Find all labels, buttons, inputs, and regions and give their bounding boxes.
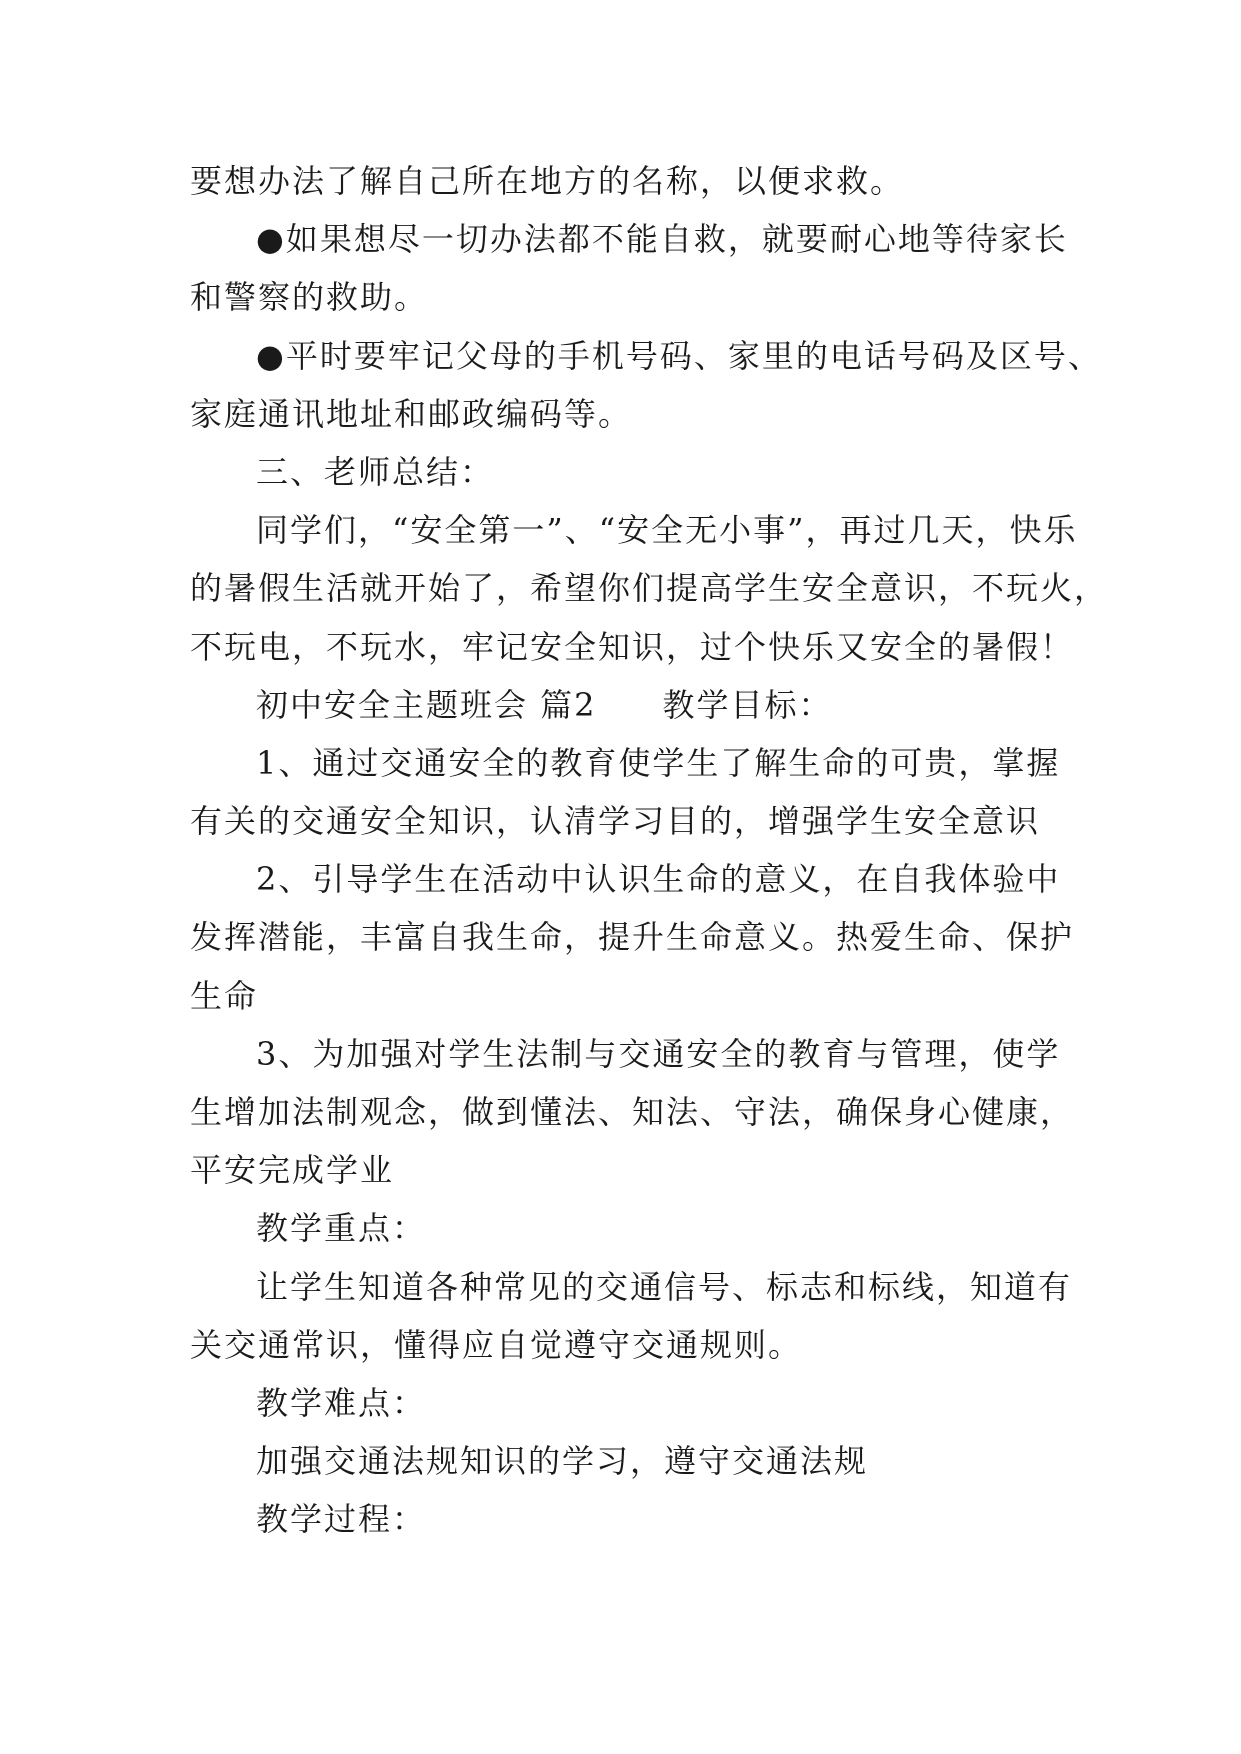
text-line: 和警察的救助。: [190, 278, 429, 317]
text-line: 关交通常识，懂得应自觉遵守交通规则。: [190, 1325, 803, 1364]
paragraph-line: 加强交通法规知识的学习，遵守交通法规: [256, 1442, 869, 1481]
text-line: 的暑假生活就开始了，希望你们提高学生安全意识，不玩火，: [190, 569, 1109, 608]
section-heading: 教学难点：: [256, 1383, 427, 1422]
text-line: 不玩电，不玩水，牢记安全知识，过个快乐又安全的暑假！: [190, 627, 1075, 666]
text-line: 要想办法了解自己所在地方的名称，以便求救。: [190, 162, 905, 200]
paragraph-line: 同学们，“安全第一”、“安全无小事”，再过几天，快乐: [256, 511, 1078, 550]
bullet-paragraph-line: ●平时要牢记父母的手机号码、家里的电话号码及区号、: [256, 336, 1102, 375]
text-line: 平安完成学业: [190, 1151, 395, 1190]
text-line: 发挥潜能，丰富自我生命，提升生命意义。热爱生命、保护: [190, 918, 1075, 957]
bullet-paragraph-line: ●如果想尽一切办法都不能自救，就要耐心地等待家长: [256, 220, 1068, 259]
numbered-item-line: 3、为加强对学生法制与交通安全的教育与管理，使学: [256, 1034, 1061, 1073]
paragraph-line: 让学生知道各种常见的交通信号、标志和标线，知道有: [256, 1267, 1073, 1306]
section-heading: 教学重点：: [256, 1209, 427, 1248]
section-heading: 教学过程：: [256, 1500, 427, 1539]
numbered-item-line: 1、通过交通安全的教育使学生了解生命的可贵，掌握: [256, 743, 1061, 782]
text-line: 有关的交通安全知识，认清学习目的，增强学生安全意识: [190, 802, 1041, 841]
text-line: 生增加法制观念，做到懂法、知法、守法，确保身心健康，: [190, 1093, 1075, 1131]
numbered-item-line: 2、引导学生在活动中认识生命的意义，在自我体验中: [256, 860, 1061, 899]
text-line: 家庭通讯地址和邮政编码等。: [190, 394, 633, 433]
document-body: [190, 152, 1109, 1549]
teaching-goals-heading: 教学目标：: [662, 685, 833, 724]
article-heading-line: [190, 676, 1058, 734]
text-line: 生命: [190, 976, 259, 1015]
article-title: 初中安全主题班会 篇2: [256, 685, 597, 724]
section-heading: 三、老师总结：: [256, 452, 495, 491]
